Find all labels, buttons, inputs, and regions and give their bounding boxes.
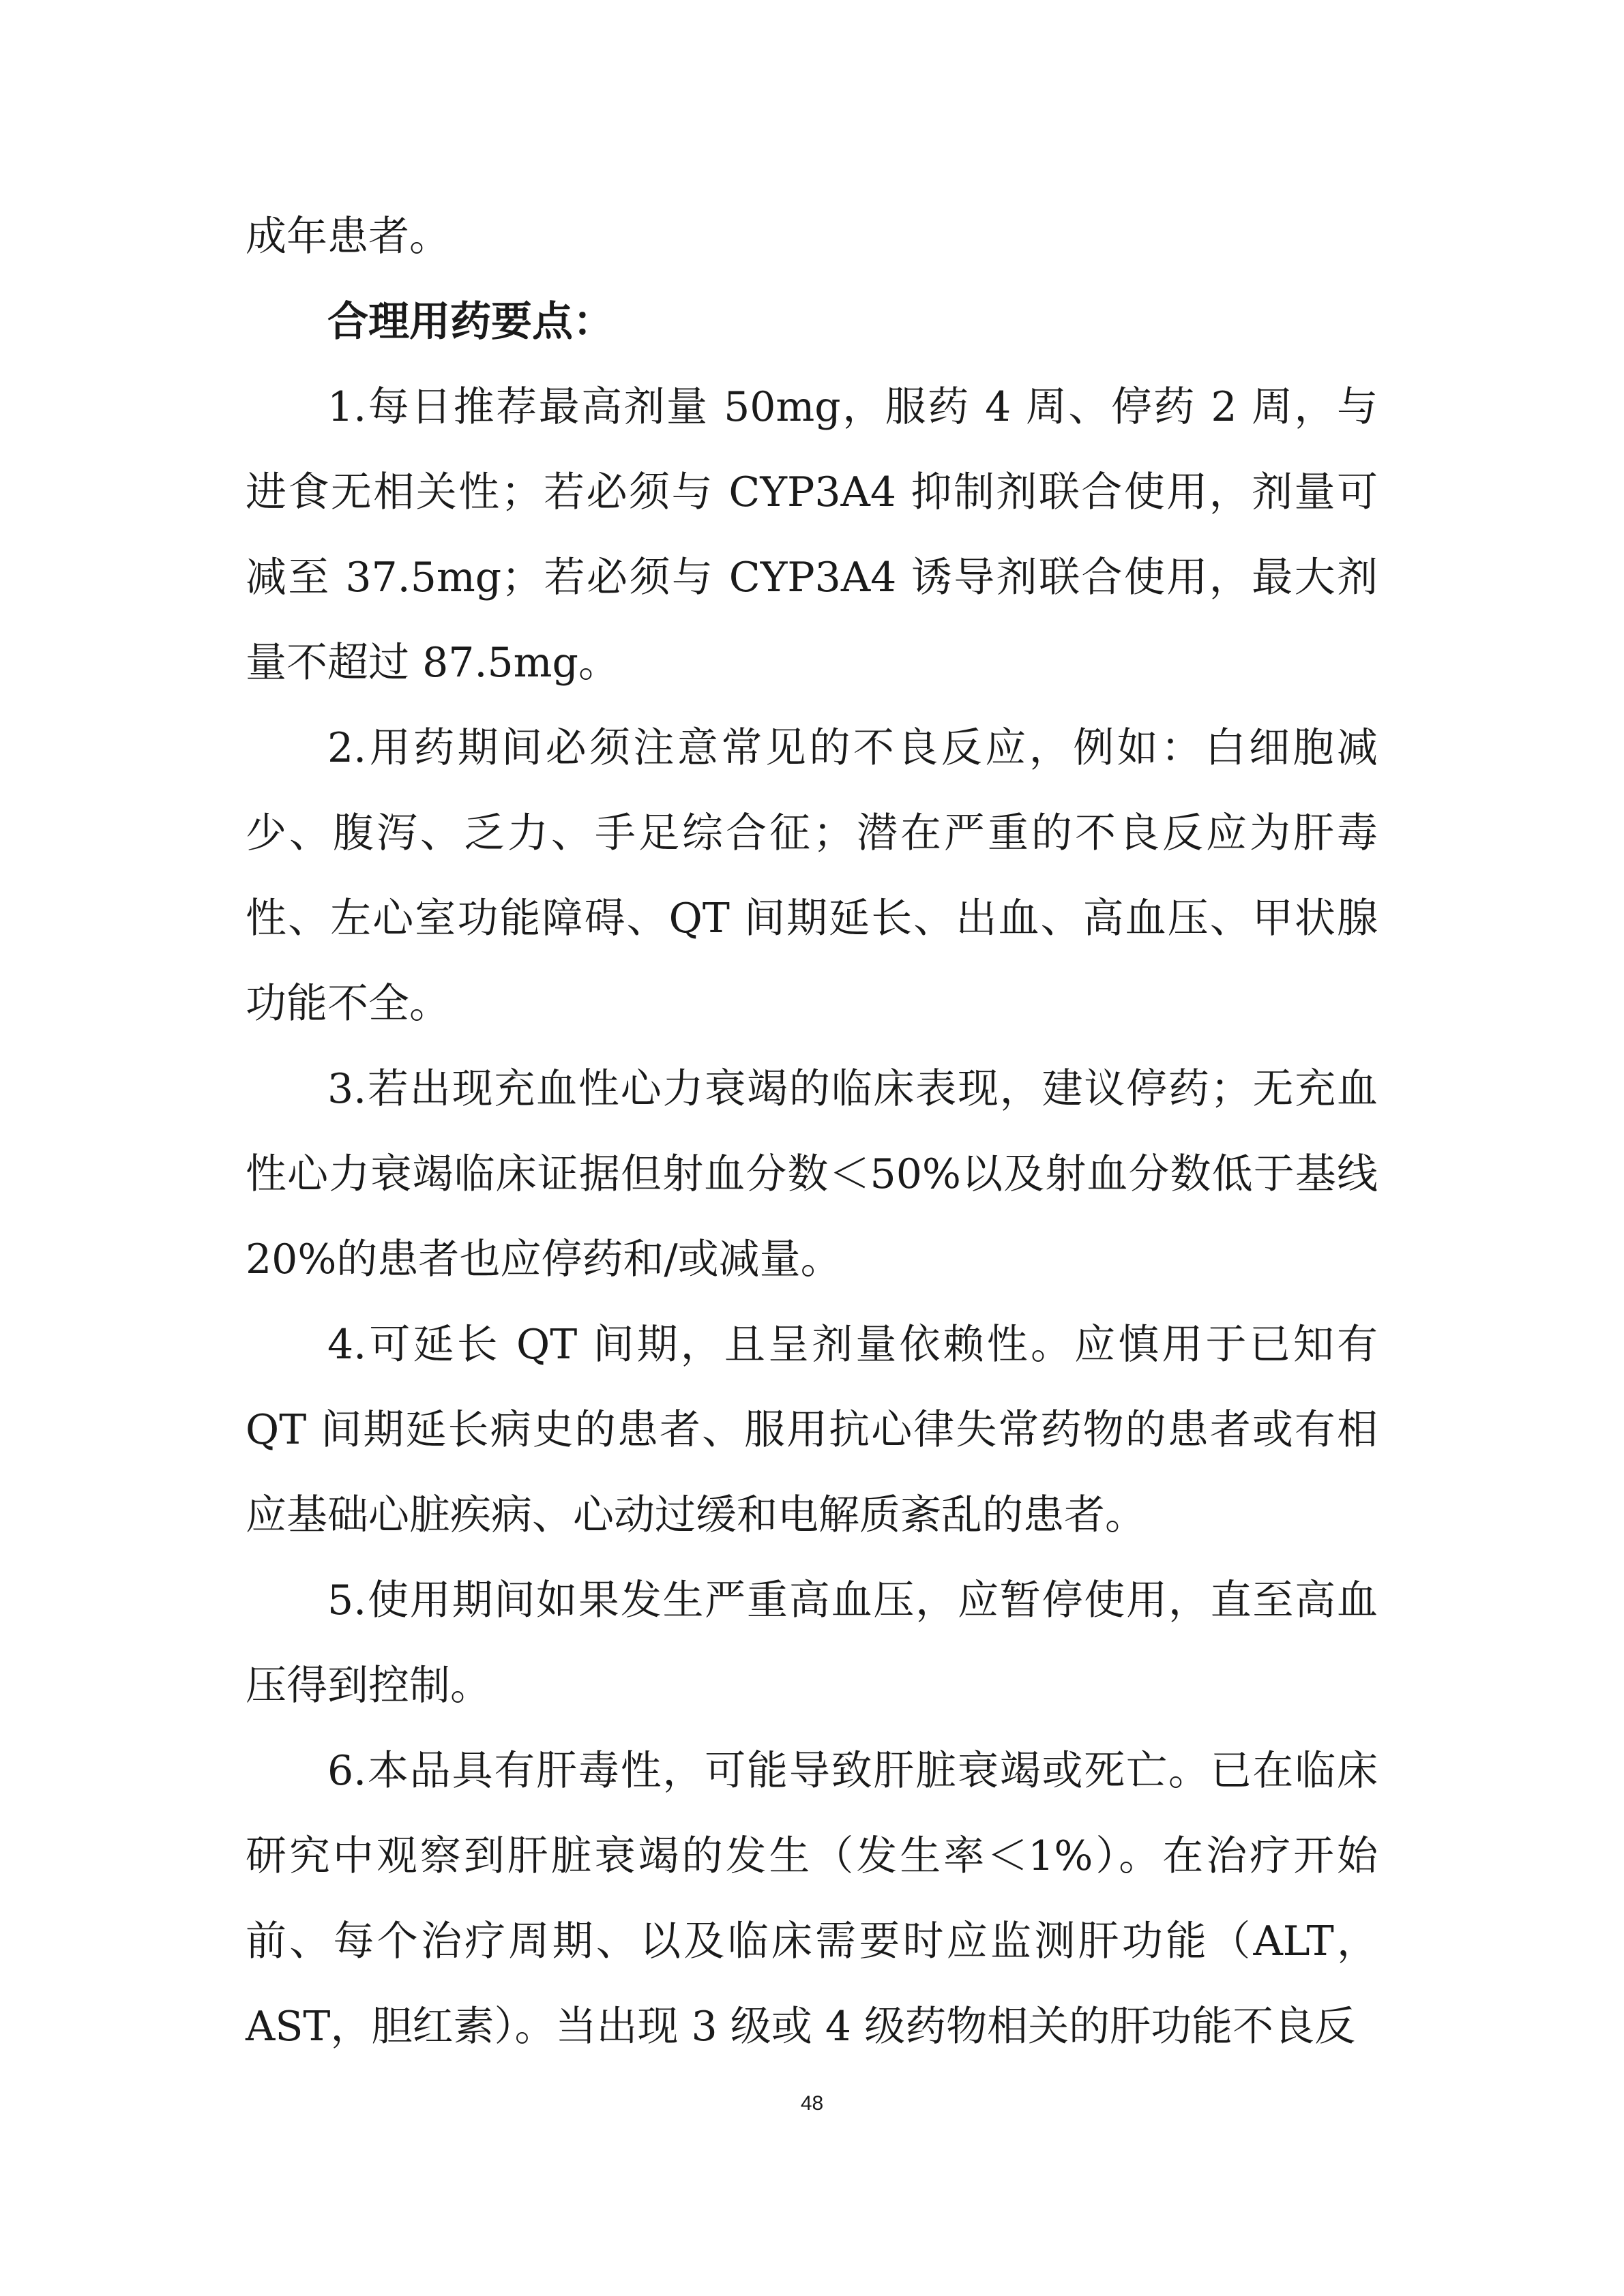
body-text: [246, 194, 1378, 2070]
page-number: 48: [800, 2092, 824, 2115]
point-6-paragraph: 6.本品具有肝毒性，可能导致肝脏衰竭或死亡。已在临床研究中观察到肝脏衰竭的发生（发生率＜1%）。在治疗开始前、每个治疗周期、以及临床需要时应监测肝功能（ALT，AST，胆红素）。当出现 3 级或 4 级药物相关的肝功能不良反: [246, 1747, 1378, 2051]
point-4-paragraph: 4.可延长 QT 间期，且呈剂量依赖性。应慎用于已知有 QT 间期延长病史的患者、服用抗心律失常药物的患者或有相应基础心脏疾病、心动过缓和电解质紊乱的患者。: [246, 1321, 1378, 1539]
point-5-paragraph: 5.使用期间如果发生严重高血压，应暂停使用，直至高血压得到控制。: [246, 1577, 1378, 1710]
section-heading: 合理用药要点：: [327, 298, 614, 346]
point-2-paragraph: 2.用药期间必须注意常见的不良反应，例如：白细胞减少、腹泻、乏力、手足综合征；潜在严重的不良反应为肝毒性、左心室功能障碍、QT 间期延长、出血、高血压、甲状腺功能不全。: [246, 724, 1378, 1028]
continuation-paragraph: 成年患者。: [246, 213, 450, 260]
point-3-paragraph: 3.若出现充血性心力衰竭的临床表现，建议停药；无充血性心力衰竭临床证据但射血分数＜50%以及射血分数低于基线 20%的患者也应停药和/或减量。: [246, 1065, 1378, 1283]
point-1-paragraph: 1.每日推荐最高剂量 50mg，服药 4 周、停药 2 周，与进食无相关性；若必须与 CYP3A4 抑制剂联合使用，剂量可减至 37.5mg；若必须与 CYP3A4 诱导剂联合使用，最大剂量不超过 87.5mg。: [246, 383, 1378, 687]
